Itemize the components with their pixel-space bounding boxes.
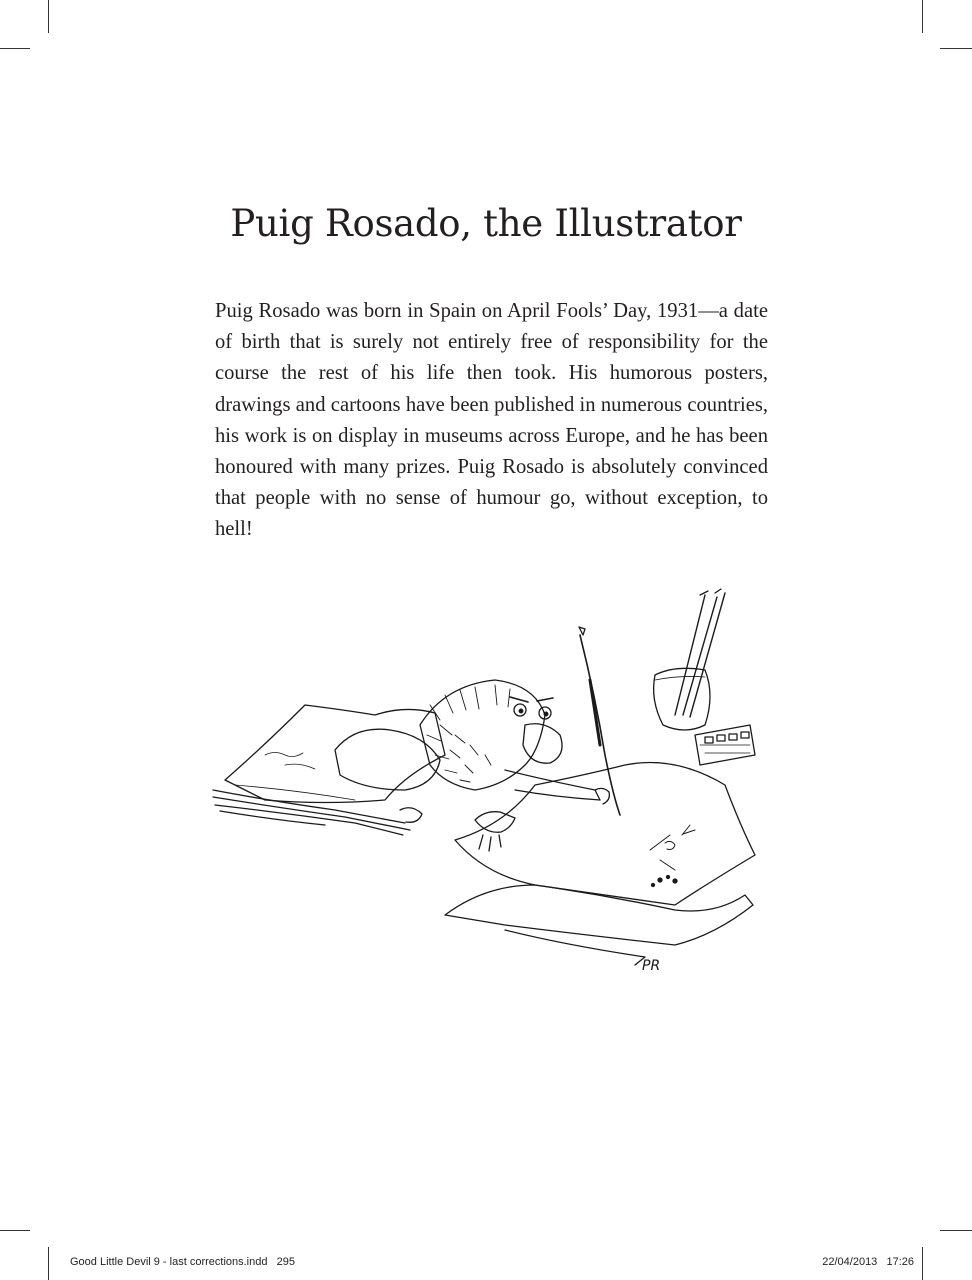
body-paragraph: Puig Rosado was born in Spain on April Fools’ Day, 1931—a date of birth that is surely not entirely free of responsibility for the course the rest of his life then took. His humorous posters, drawings and cartoons have been published in numerous countries, his work is on display in museums across Europe, and he has been honoured with many prizes. Puig Rosado is absolutely convinced that people with no sense of humour go, without exception, to hell! <box>215 300 768 541</box>
crop-mark-top-right <box>922 0 923 33</box>
paper-stack-left <box>213 705 445 835</box>
artist-signature: PR <box>642 958 661 974</box>
crop-mark-bottom-right-h <box>940 1230 972 1231</box>
illustrator-cartoon <box>205 585 765 980</box>
crop-mark-top-right-h <box>940 48 972 49</box>
brush-jar <box>654 589 725 730</box>
page-title: Puig Rosado, the Illustrator <box>230 202 742 245</box>
character <box>335 680 609 851</box>
crop-mark-top-left <box>48 0 49 33</box>
footer-file-info: Good Little Devil 9 - last corrections.indd 295 <box>70 1256 296 1268</box>
paintbrush <box>579 627 620 815</box>
footer-datetime: 22/04/2013 17:26 <box>822 1256 914 1268</box>
crop-mark-bottom-left <box>48 1247 49 1280</box>
crop-mark-bottom-left-h <box>0 1230 30 1231</box>
paper-stack-right <box>445 763 755 966</box>
crop-mark-bottom-right <box>922 1247 923 1280</box>
paint-box <box>695 725 755 765</box>
crop-mark-top-left-h <box>0 48 30 49</box>
